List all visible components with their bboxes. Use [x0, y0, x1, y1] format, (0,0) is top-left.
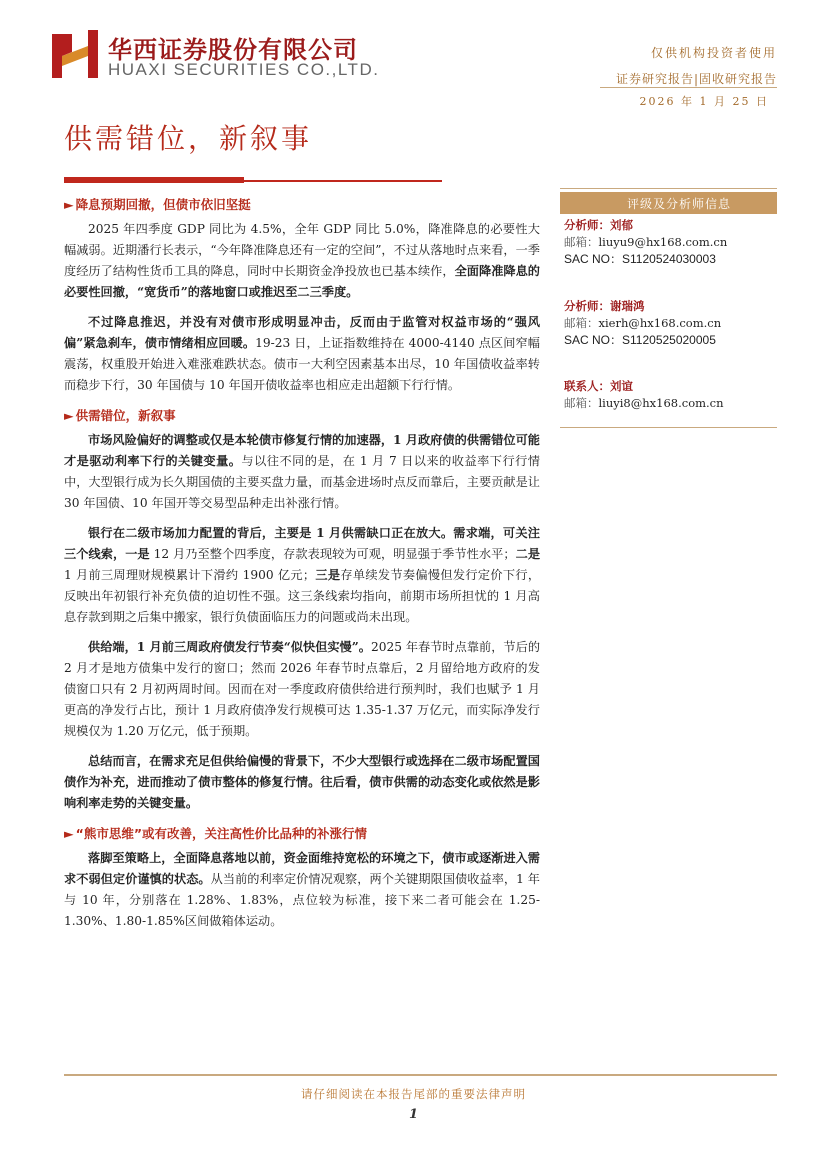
analyst-card: [564, 298, 779, 349]
contact-name: 联系人：刘谊: [564, 379, 633, 393]
analyst-name: 分析师：刘郁: [564, 218, 633, 232]
sidebar-heading: 评级及分析师信息: [560, 192, 777, 214]
analyst-sac: SAC NO：S1120524030003: [564, 252, 716, 266]
triangle-bullet-icon: ►: [64, 197, 74, 212]
page-number: 1: [408, 1107, 419, 1122]
triangle-bullet-icon: ►: [64, 826, 74, 841]
main-content: [64, 194, 540, 941]
triangle-bullet-icon: ►: [64, 408, 74, 423]
report-date: 2026 年 1 月 25 日: [639, 95, 769, 108]
report-title: 供需错位，新叙事: [64, 122, 313, 155]
email-link[interactable]: liuyi8@hx168.com.cn: [598, 396, 724, 410]
paragraph: 市场风险偏好的调整或仅是本轮债市修复行情的加速器，1 月政府债的供需错位可能才是驱动利率下行的关键变量。与以往不同的是，在 1 月 7 日以来的收益率下行行情中，大型银行成为长久期国债的主要买盘力量，而基金进场时点反而靠后，主要贡献是让 30 年国债、10 年国开等交易型品种走出补涨行情。: [64, 433, 540, 510]
analyst-name: 分析师：谢瑞鸿: [564, 299, 645, 313]
paragraph: 总结而言，在需求充足但供给偏慢的背景下，不少大型银行或选择在二级市场配置国债作为补充，进而推动了债市整体的修复行情。往后看，债市供需的动态变化或依然是影响利率走势的关键变量。: [64, 754, 540, 810]
email-link[interactable]: xierh@hx168.com.cn: [598, 316, 722, 330]
huaxi-logo-icon: [52, 30, 98, 78]
analyst-email: 邮箱：xierh@hx168.com.cn: [564, 316, 722, 330]
report-type: 证券研究报告|固收研究报告: [615, 72, 777, 86]
section-heading: ► “熊市思维”或有改善，关注高性价比品种的补涨行情: [64, 826, 368, 841]
paragraph: 不过降息推迟，并没有对债市形成明显冲击，反而由于监管对权益市场的“强风偏”紧急刹车，债市情绪相应回暖。19-23 日，上证指数维持在 4000-4140 点区间窄幅震荡，权重股开始进入难涨难跌状态。债市一大利空因素基本出尽，10 年国债收益率转而稳步下行，30 年国债与 10 年国开债收益率也相应走出超额下行行情。: [64, 315, 540, 392]
contact-email: 邮箱：liuyi8@hx168.com.cn: [564, 396, 724, 410]
contact-card: [564, 378, 779, 412]
header-divider: [600, 87, 777, 88]
title-underline-line: [244, 180, 442, 182]
title-underline-bar: [64, 177, 244, 183]
analyst-sac: SAC NO：S1120525020005: [564, 333, 716, 347]
analyst-email: 邮箱：liuyu9@hx168.com.cn: [564, 235, 728, 249]
paragraph: 落脚至策略上，全面降息落地以前，资金面维持宽松的环境之下，债市或逐渐进入需求不弱但定价谨慎的状态。从当前的利率定价情况观察，两个关键期限国债收益率，1 年与 10 年，分别落在 1.28%、1.83%，点位较为标准，接下来二者可能会在 1.25-1.30%、1.80-1.85%区间做箱体运动。: [64, 851, 540, 928]
paragraph: 供给端，1 月前三周政府债发行节奏“似快但实慢”。2025 年春节时点靠前，节后的 2 月才是地方债集中发行的窗口；然而 2026 年春节时点靠后，2 月留给地方政府的发债窗口只有 2 月初两周时间。因而在对一季度政府债供给进行预判时，我们也赋予 1 月更高的净发行占比，预计 1 月政府债净发行规模可达 1.35-1.37 万亿元，而实际净发行规模仅为 1.20 万亿元，低于预期。: [64, 640, 541, 738]
paragraph: 银行在二级市场加力配置的背后，主要是 1 月供需缺口正在放大。需求端，可关注三个线索，一是 12 月乃至整个四季度，存款表现较为可观，明显强于季节性水平；二是 1 月前三周理财规模累计下滑约 1900 亿元；三是存单续发节奏偏慢但发行定价下行，反映出年初银行补充负债的迫切性不强。这三条线索均指向，前期市场所担忧的 1 月高息存款到期之后集中搬家，银行负债面临压力的问题或尚未出现。: [64, 526, 541, 624]
paragraph: 2025 年四季度 GDP 同比为 4.5%，全年 GDP 同比 5.0%，降准降息的必要性大幅减弱。近期潘行长表示，“今年降准降息还有一定的空间”，不过从落地时点来看，一季度经历了结构性货币工具的降息，同时中长期资金净投放也已基本续作，全面降准降息的必要性回撤，“宽货币”的落地窗口或推迟至二三季度。: [64, 222, 540, 299]
audience-note: 仅供机构投资者使用: [650, 46, 777, 60]
analyst-card: [564, 217, 779, 268]
email-link[interactable]: liuyu9@hx168.com.cn: [598, 235, 728, 249]
section-heading: ► 供需错位，新叙事: [64, 408, 176, 423]
section-heading: ► 降息预期回撤，但债市依旧坚挺: [64, 197, 251, 212]
brand-name-en: HUAXI SECURITIES CO.,LTD.: [108, 60, 380, 79]
brand-name-cn: 华西证券股份有限公司: [108, 36, 358, 64]
sidebar-top-rule: [560, 188, 777, 189]
sidebar-bottom-rule: [560, 427, 777, 428]
footer-divider: [64, 1074, 777, 1076]
legal-disclaimer-note: 请仔细阅读在本报告尾部的重要法律声明: [301, 1087, 526, 1101]
